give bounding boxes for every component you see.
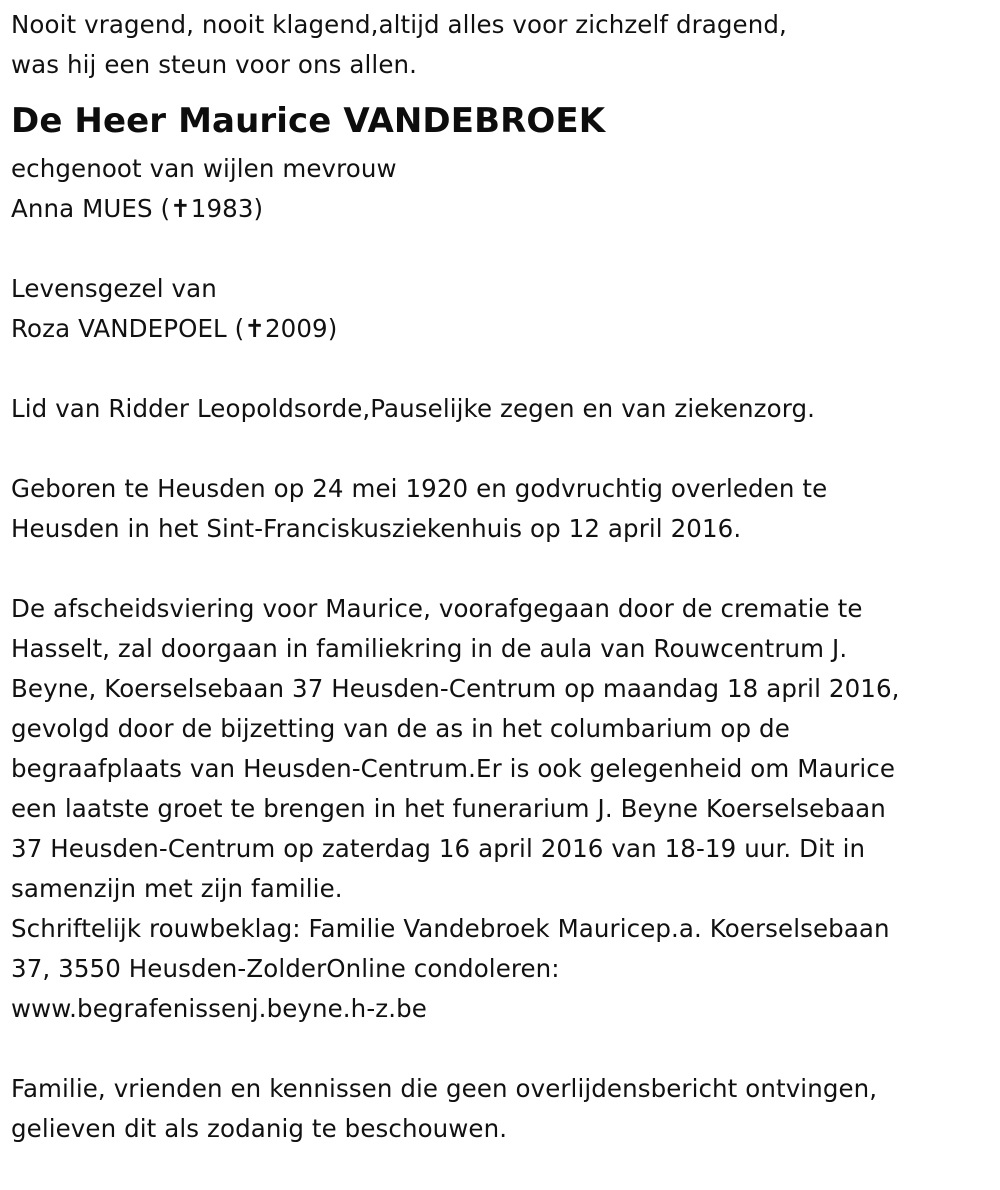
spacer — [11, 549, 991, 589]
closing-line: gelieven dit als zodanig te beschouwen. — [11, 1114, 508, 1143]
obituary-notice — [11, 5, 991, 1149]
ceremony-line: samenzijn met zijn familie. — [11, 874, 343, 903]
motto-line: was hij een steun voor ons allen. — [11, 50, 418, 79]
spacer — [11, 1029, 991, 1069]
ceremony-line: De afscheidsviering voor Maurice, voorafgegaan door de crematie te — [11, 594, 863, 623]
deceased-name: De Heer Maurice VANDEBROEK — [11, 101, 606, 141]
ceremony-line: Hasselt, zal doorgaan in familiekring in de aula van Rouwcentrum J. — [11, 634, 848, 663]
membership-line: Lid van Ridder Leopoldsorde,Pauselijke zegen en van ziekenzorg. — [11, 394, 816, 423]
ceremony-line: begraafplaats van Heusden-Centrum.Er is ook gelegenheid om Maurice — [11, 754, 896, 783]
condolence-line: 37, 3550 Heusden-ZolderOnline condoleren: — [11, 954, 560, 983]
closing-line: Familie, vrienden en kennissen die geen overlijdensbericht ontvingen, — [11, 1074, 878, 1103]
condolence-line: Schriftelijk rouwbeklag: Familie Vandebroek Mauricep.a. Koerselsebaan — [11, 914, 890, 943]
spacer — [11, 429, 991, 469]
ceremony-line: een laatste groet te brengen in het funerarium J. Beyne Koerselsebaan — [11, 794, 886, 823]
partner-name: Roza VANDEPOEL (✝2009) — [11, 314, 338, 343]
birth-death-line: Heusden in het Sint-Franciskusziekenhuis op 12 april 2016. — [11, 514, 742, 543]
ceremony-line: Beyne, Koerselsebaan 37 Heusden-Centrum op maandag 18 april 2016, — [11, 674, 900, 703]
motto-line: Nooit vragend, nooit klagend,altijd alles voor zichzelf dragend, — [11, 10, 787, 39]
partner-line: Levensgezel van — [11, 274, 217, 303]
condolence-website: www.begrafenissenj.beyne.h-z.be — [11, 994, 427, 1023]
ceremony-line: 37 Heusden-Centrum op zaterdag 16 april 2016 van 18-19 uur. Dit in — [11, 834, 866, 863]
ceremony-line: gevolgd door de bijzetting van de as in het columbarium op de — [11, 714, 790, 743]
ceremony-paragraph — [11, 589, 991, 1029]
spacer — [11, 349, 991, 389]
spouse-line: echgenoot van wijlen mevrouw — [11, 154, 397, 183]
birth-death-line: Geboren te Heusden op 24 mei 1920 en godvruchtig overleden te — [11, 474, 828, 503]
spacer — [11, 229, 991, 269]
spouse-name: Anna MUES (✝1983) — [11, 194, 264, 223]
